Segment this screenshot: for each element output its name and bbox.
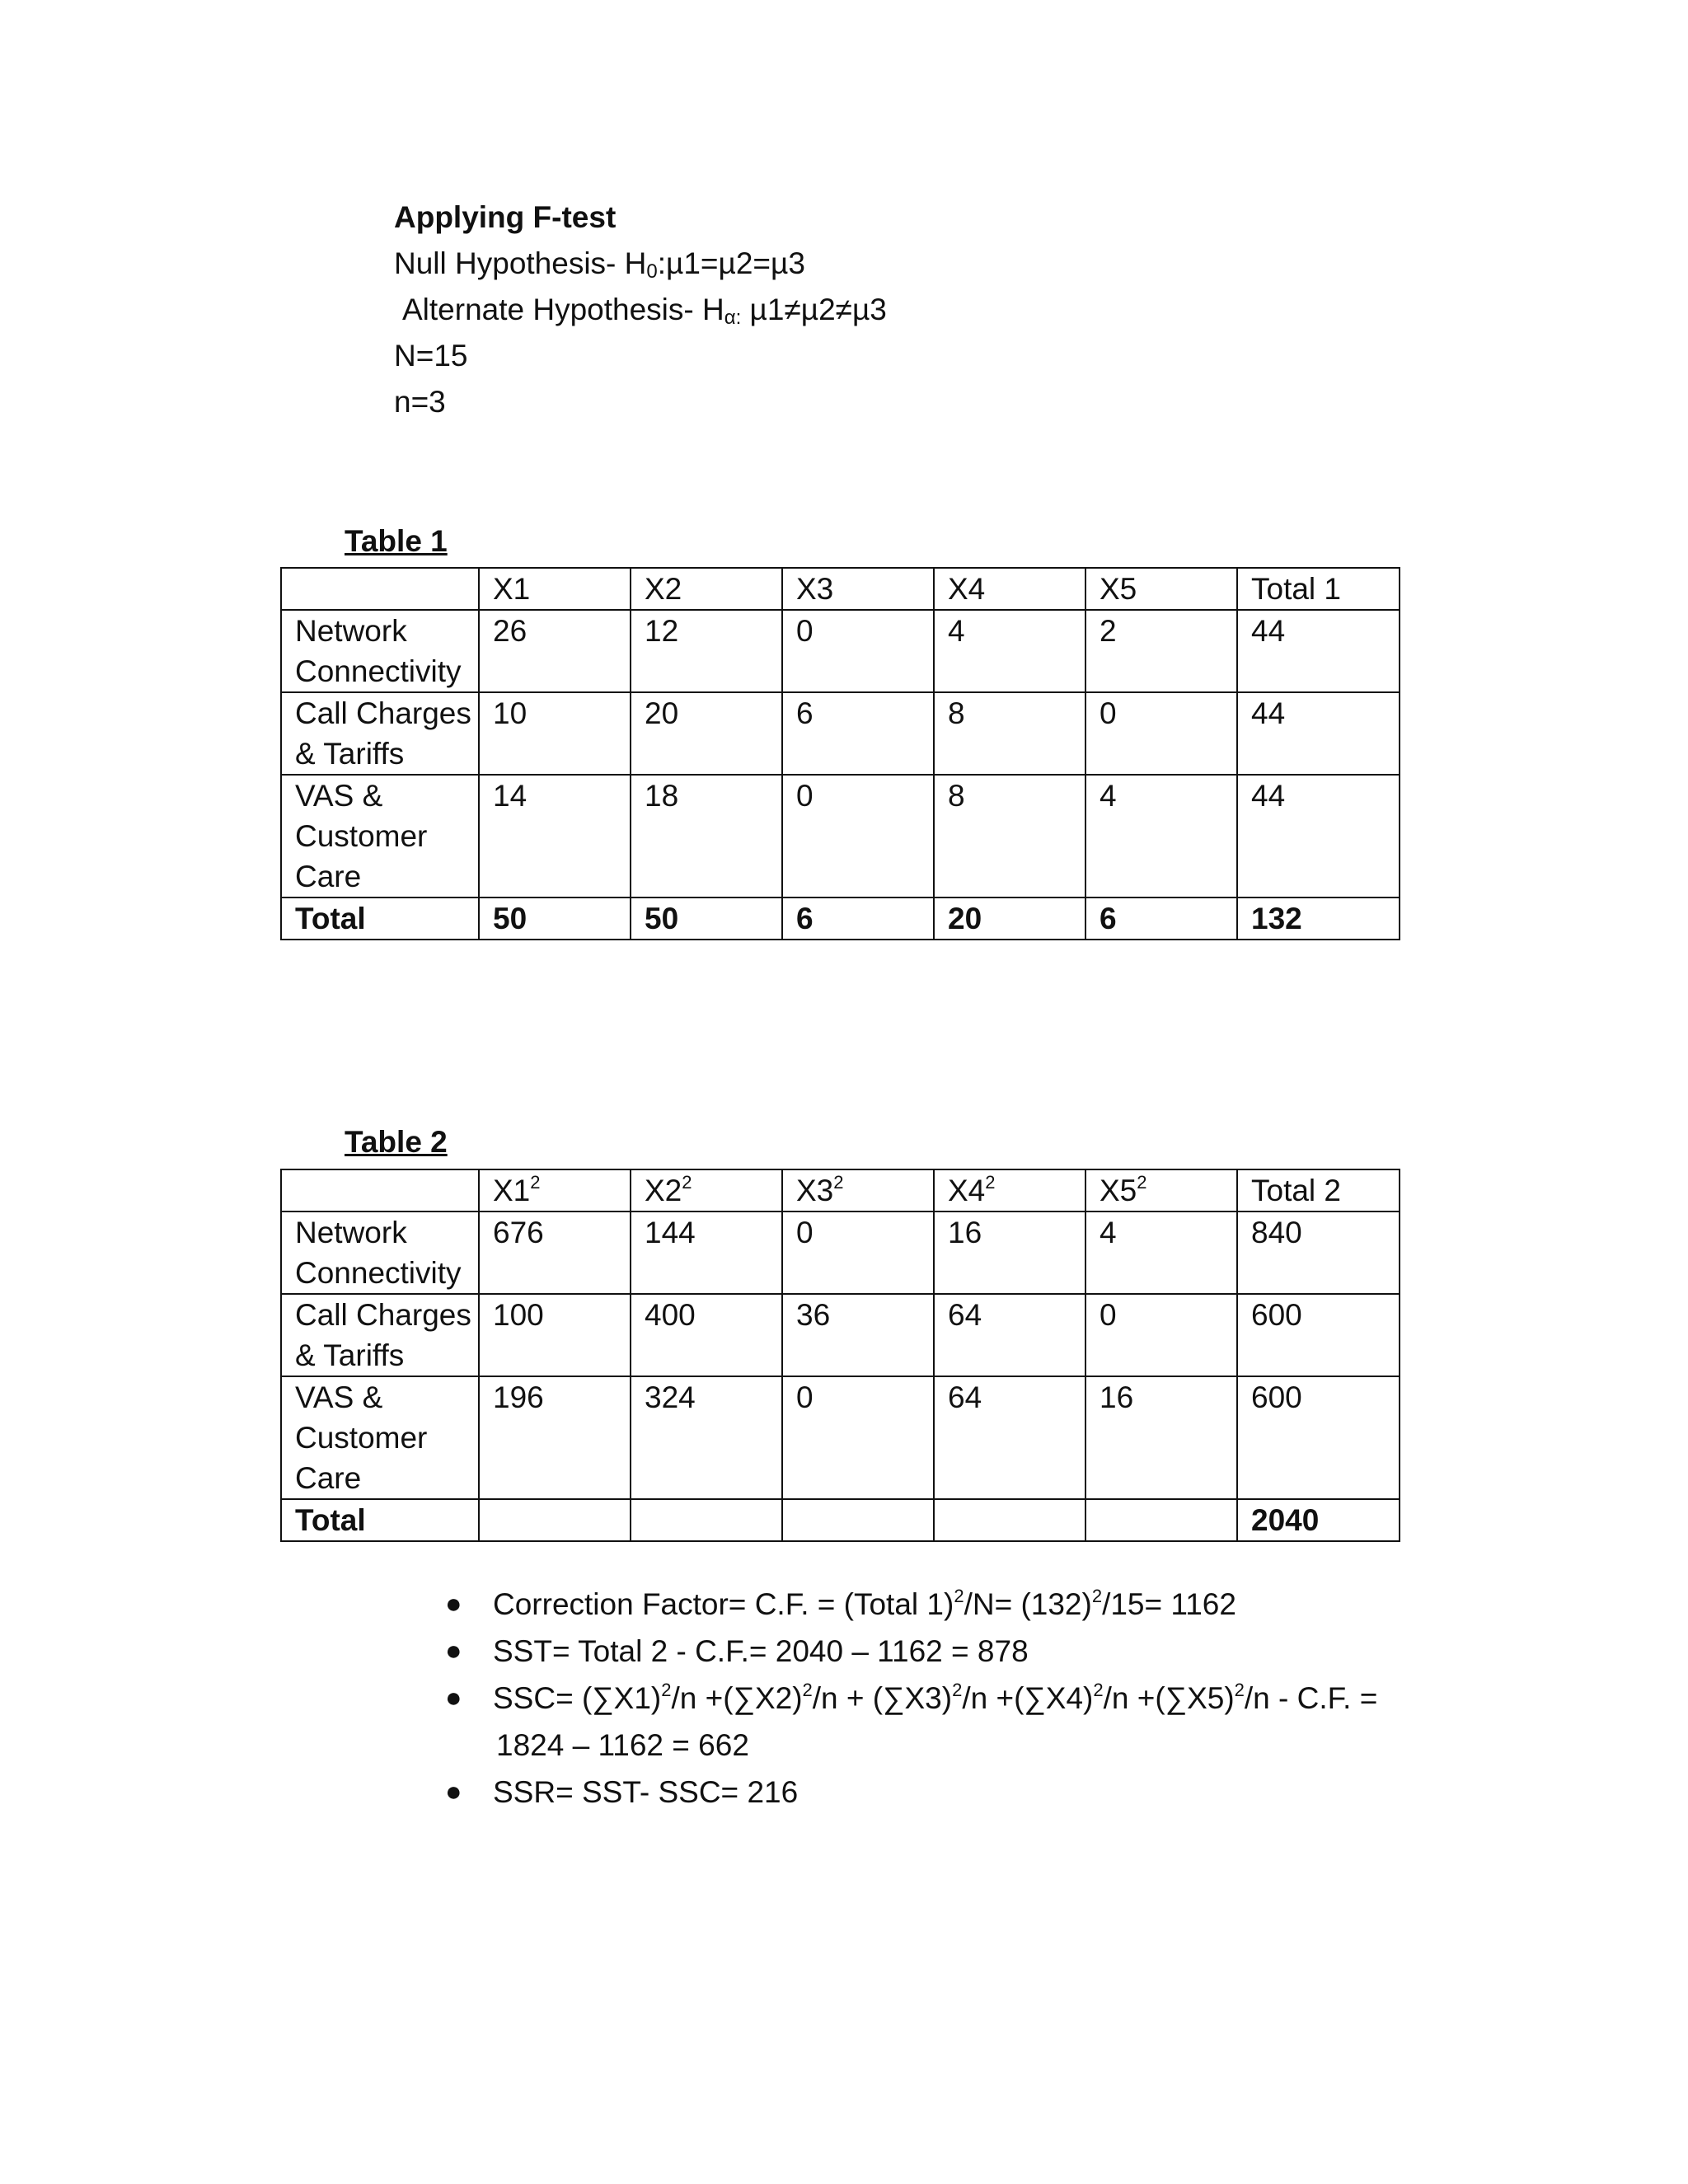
table-cell: 64 — [934, 1376, 1085, 1499]
row-label: Total — [281, 1499, 479, 1541]
table-cell: 132 — [1237, 898, 1400, 940]
formula-text: /15= 1162 — [1102, 1587, 1236, 1621]
table-cell: 0 — [782, 1212, 934, 1294]
formula-superscript: 2 — [802, 1680, 813, 1700]
alternate-hypothesis-statement: µ1≠µ2≠µ3 — [741, 293, 887, 326]
table-cell: 0 — [1085, 1294, 1237, 1376]
table-cell: 400 — [631, 1294, 782, 1376]
column-header — [479, 1169, 631, 1212]
table-cell: 0 — [782, 1376, 934, 1499]
column-header — [1237, 1169, 1400, 1212]
table-cell: 144 — [631, 1212, 782, 1294]
table-row — [281, 692, 1400, 775]
table-cell — [479, 1499, 631, 1541]
table-cell: 10 — [479, 692, 631, 775]
table-cell: 50 — [479, 898, 631, 940]
ssc-result: 1824 – 1162 = 662 — [496, 1728, 749, 1762]
bullet-icon: ● — [445, 1776, 462, 1807]
table-cell: 18 — [631, 775, 782, 898]
table-cell: 6 — [1085, 898, 1237, 940]
formula-text: /n +(∑X2) — [671, 1681, 803, 1715]
table-cell: 26 — [479, 610, 631, 692]
list-item — [445, 1675, 1377, 1769]
table-cell: 4 — [1085, 1212, 1237, 1294]
formula-superscript: 2 — [952, 1680, 963, 1700]
table-cell: 0 — [782, 775, 934, 898]
column-header — [782, 1169, 934, 1212]
table-cell: 6 — [782, 692, 934, 775]
total-sample-size: N=15 — [394, 339, 468, 373]
table-cell: 840 — [1237, 1212, 1400, 1294]
column-header-base: X5 — [1100, 1174, 1137, 1207]
column-header-base: Total 2 — [1251, 1174, 1342, 1207]
table-cell: 8 — [934, 692, 1085, 775]
formula-text: /N= (132) — [964, 1587, 1092, 1621]
column-header-superscript: 2 — [530, 1172, 541, 1193]
row-label: Total — [281, 898, 479, 940]
table-cell: 44 — [1237, 692, 1400, 775]
row-label: Network Connectivity — [281, 1212, 479, 1294]
column-header — [281, 1169, 479, 1212]
column-header-base: X4 — [948, 1174, 986, 1207]
null-hypothesis — [394, 245, 805, 283]
column-header — [281, 568, 479, 610]
table-cell — [631, 1499, 782, 1541]
column-header-superscript: 2 — [1137, 1172, 1147, 1193]
formula-list — [445, 1581, 1377, 1816]
table-cell: 2 — [1085, 610, 1237, 692]
table-cell: 6 — [782, 898, 934, 940]
table-cell: 14 — [479, 775, 631, 898]
column-header-base: X3 — [796, 1174, 834, 1207]
list-item — [445, 1628, 1377, 1675]
table-cell — [782, 1499, 934, 1541]
table-cell: 12 — [631, 610, 782, 692]
table-cell: 0 — [1085, 692, 1237, 775]
table-total-row — [281, 1499, 1400, 1541]
formula-text: /n +(∑X4) — [962, 1681, 1094, 1715]
table-cell: 8 — [934, 775, 1085, 898]
table-cell: 50 — [631, 898, 782, 940]
table-cell: 324 — [631, 1376, 782, 1499]
table-row — [281, 1376, 1400, 1499]
list-item — [445, 1769, 1377, 1816]
column-header-superscript: 2 — [985, 1172, 996, 1193]
column-header — [631, 1169, 782, 1212]
list-item — [445, 1581, 1377, 1628]
table-cell — [934, 1499, 1085, 1541]
formula-superscript: 2 — [954, 1586, 964, 1606]
table-cell: 2040 — [1237, 1499, 1400, 1541]
formula-superscript: 2 — [661, 1680, 672, 1700]
formula-text: /n +(∑X5) — [1103, 1681, 1235, 1715]
alternate-hypothesis-subscript: α: — [724, 307, 742, 329]
table-cell: 4 — [1085, 775, 1237, 898]
table-1-header-row — [281, 568, 1400, 610]
row-label: VAS & Customer Care — [281, 775, 479, 898]
row-label: Network Connectivity — [281, 610, 479, 692]
page-title: Applying F-test — [394, 200, 617, 234]
table-row — [281, 775, 1400, 898]
table-cell: 4 — [934, 610, 1085, 692]
table-row — [281, 610, 1400, 692]
column-header-base: X1 — [493, 1174, 531, 1207]
table-cell: 36 — [782, 1294, 934, 1376]
column-header — [934, 1169, 1085, 1212]
formula-superscript: 2 — [1091, 1586, 1103, 1606]
null-hypothesis-prefix: Null Hypothesis- H — [394, 246, 647, 280]
ssr-formula: SSR= SST- SSC= 216 — [493, 1775, 799, 1809]
formula-superscript: 2 — [1093, 1680, 1104, 1700]
row-label: Call Charges & Tariffs — [281, 1294, 479, 1376]
row-label: Call Charges & Tariffs — [281, 692, 479, 775]
table-cell: 16 — [934, 1212, 1085, 1294]
table-2-header-row — [281, 1169, 1400, 1212]
formula-text: /n - C.F. = — [1244, 1681, 1378, 1715]
table-cell: 676 — [479, 1212, 631, 1294]
null-hypothesis-subscript: 0 — [646, 260, 658, 283]
column-header-base: X2 — [645, 1174, 682, 1207]
formula-text: SSC= (∑X1) — [493, 1681, 662, 1715]
table-2 — [280, 1169, 1400, 1542]
formula-superscript: 2 — [1234, 1680, 1245, 1700]
column-header: X2 — [631, 568, 782, 610]
correction-factor-formula — [493, 1587, 1236, 1621]
table-cell — [1085, 1499, 1237, 1541]
column-header: X4 — [934, 568, 1085, 610]
alternate-hypothesis-prefix: Alternate Hypothesis- H — [402, 293, 724, 326]
alternate-hypothesis — [402, 291, 887, 329]
table-cell: 100 — [479, 1294, 631, 1376]
table-row — [281, 1212, 1400, 1294]
bullet-icon: ● — [445, 1682, 462, 1713]
row-label: VAS & Customer Care — [281, 1376, 479, 1499]
table-cell: 600 — [1237, 1376, 1400, 1499]
sst-formula: SST= Total 2 - C.F.= 2040 – 1162 = 878 — [493, 1634, 1029, 1668]
table-cell: 44 — [1237, 775, 1400, 898]
table-total-row — [281, 898, 1400, 940]
column-header — [1085, 1169, 1237, 1212]
bullet-icon: ● — [445, 1635, 462, 1666]
table-cell: 600 — [1237, 1294, 1400, 1376]
table-cell: 64 — [934, 1294, 1085, 1376]
column-header: X5 — [1085, 568, 1237, 610]
column-header: Total 1 — [1237, 568, 1400, 610]
table-1-title: Table 1 — [345, 524, 448, 558]
ssc-formula — [493, 1681, 1377, 1715]
bullet-icon: ● — [445, 1588, 462, 1619]
formula-text: Correction Factor= C.F. = (Total 1) — [493, 1587, 954, 1621]
table-cell: 44 — [1237, 610, 1400, 692]
group-size: n=3 — [394, 385, 446, 419]
formula-text: /n + (∑X3) — [812, 1681, 953, 1715]
table-1 — [280, 567, 1400, 940]
column-header-superscript: 2 — [682, 1172, 692, 1193]
table-row — [281, 1294, 1400, 1376]
table-cell: 20 — [631, 692, 782, 775]
table-cell: 196 — [479, 1376, 631, 1499]
table-cell: 0 — [782, 610, 934, 692]
column-header: X1 — [479, 568, 631, 610]
table-cell: 20 — [934, 898, 1085, 940]
column-header-superscript: 2 — [833, 1172, 844, 1193]
column-header: X3 — [782, 568, 934, 610]
table-2-title: Table 2 — [345, 1125, 448, 1159]
null-hypothesis-statement: :µ1=µ2=µ3 — [657, 246, 805, 280]
table-cell: 16 — [1085, 1376, 1237, 1499]
